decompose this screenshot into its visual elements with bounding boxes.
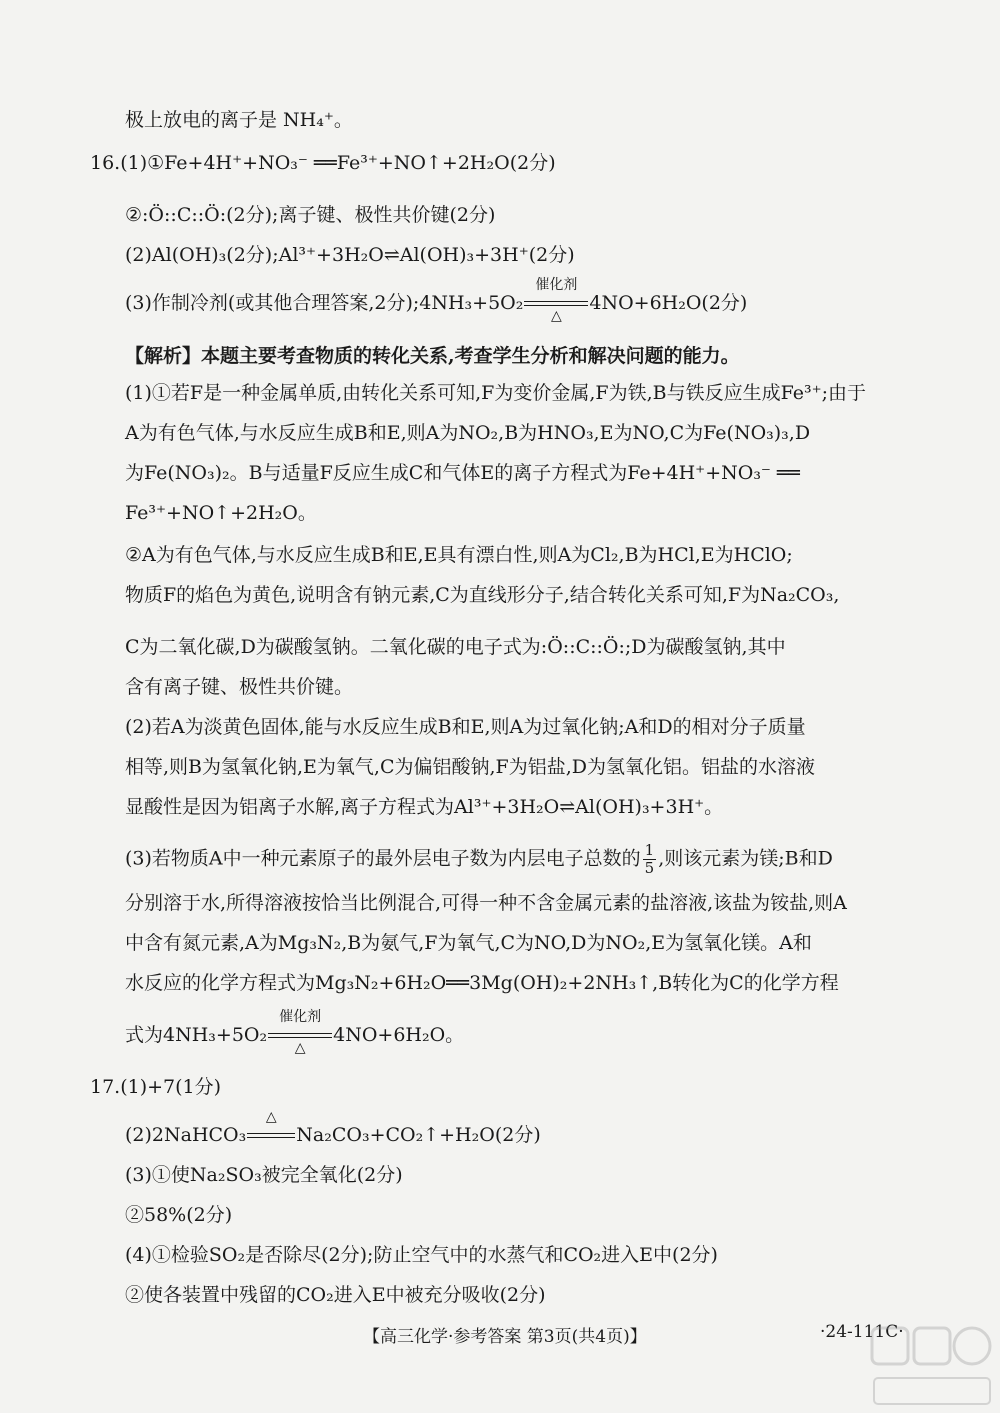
text-line: 为Fe(NO₃)₂。B与适量F反应生成C和气体E的离子方程式为Fe+4H⁺+NO₃⁻ ══ (125, 462, 800, 484)
text-segment: ,则该元素为镁;B和D (658, 847, 833, 870)
footer-code: ·24-111C· (820, 1322, 904, 1342)
text-segment: (3)若物质A中一种元素原子的最外层电子数为内层电子总数的 (125, 847, 641, 870)
text-segment: (2)2NaHCO₃ (125, 1124, 247, 1146)
q17-3-answer: (3)①使Na₂SO₃被完全氧化(2分) (125, 1164, 403, 1186)
reaction-condition-catalyst: 催化剂 △ (268, 1026, 332, 1046)
reaction-condition-catalyst: 催化剂 △ (524, 294, 588, 314)
watermark-icon (868, 1322, 996, 1410)
q17-2-answer (125, 1109, 541, 1148)
text-line: 分别溶于水,所得溶液按恰当比例混合,可得一种不含金属元素的盐溶液,该盐为铵盐,则A (125, 892, 847, 914)
q16-1-equation: 16.(1)①Fe+4H⁺+NO₃⁻ ══Fe³⁺+NO↑+2H₂O(2分) (90, 152, 556, 174)
footer-title: 【高三化学·参考答案 第3页(共4页)】 (363, 1327, 647, 1347)
q16-2-answer: (2)Al(OH)₃(2分);Al³⁺+3H₂O⇌Al(OH)₃+3H⁺(2分) (125, 244, 575, 266)
q17-4-answer: (4)①检验SO₂是否除尽(2分);防止空气中的水蒸气和CO₂进入E中(2分) (125, 1244, 718, 1266)
q17-4-answer-2: ②使各装置中残留的CO₂进入E中被充分吸收(2分) (125, 1284, 546, 1306)
text-line: 物质F的焰色为黄色,说明含有钠元素,C为直线形分子,结合转化关系可知,F为Na₂CO₃, (125, 584, 840, 606)
text-line: 水反应的化学方程式为Mg₃N₂+6H₂O══3Mg(OH)₂+2NH₃↑,B转化为C的化学方程 (125, 972, 839, 994)
text-line-with-condition (125, 1009, 465, 1056)
text-line: 极上放电的离子是 NH₄⁺。 (125, 109, 353, 131)
text-line: ②A为有色气体,与水反应生成B和E,E具有漂白性,则A为Cl₂,B为HCl,E为HClO; (125, 544, 793, 566)
text-segment: 4NO+6H₂O。 (333, 1024, 465, 1046)
text-line: (2)若A为淡黄色固体,能与水反应生成B和E,则A为过氧化钠;A和D的相对分子质量 (125, 716, 806, 738)
text-line-with-fraction (125, 842, 833, 877)
text-line: (1)①若F是一种金属单质,由转化关系可知,F为变价金属,F为铁,B与铁反应生成Fe³⁺;由于 (125, 382, 867, 404)
q16-3-answer (125, 277, 748, 324)
text-line: A为有色气体,与水反应生成B和E,则A为NO₂,B为HNO₃,E为NO,C为Fe(NO₃)₃,D (125, 422, 811, 444)
text-segment: 式为4NH₃+5O₂ (125, 1024, 268, 1046)
text-line: 显酸性是因为铝离子水解,离子方程式为Al³⁺+3H₂O⇌Al(OH)₃+3H⁺。 (125, 796, 724, 818)
q16-3-product: 4NO+6H₂O(2分) (589, 292, 748, 314)
reaction-condition-heat: △ (247, 1126, 295, 1146)
text-line: 含有离子键、极性共价键。 (125, 676, 354, 698)
q16-electron-formula: ②:Ö::C::Ö:(2分);离子键、极性共价键(2分) (125, 204, 496, 226)
analysis-heading: 【解析】本题主要考查物质的转化关系,考查学生分析和解决问题的能力。 (125, 345, 740, 367)
text-line: C为二氧化碳,D为碳酸氢钠。二氧化碳的电子式为:Ö::C::Ö:;D为碳酸氢钠,其中 (125, 636, 786, 658)
q16-3-text: (3)作制冷剂(或其他合理答案,2分);4NH₃+5O₂ (125, 292, 524, 314)
text-line: 相等,则B为氢氧化钠,E为氧气,C为偏铝酸钠,F为铝盐,D为氢氧化铝。铝盐的水溶液 (125, 756, 815, 778)
fraction-one-fifth: $\frac{1}{5}$ (644, 841, 655, 877)
q17-1-answer: 17.(1)+7(1分) (90, 1076, 222, 1098)
text-line: Fe³⁺+NO↑+2H₂O。 (125, 502, 317, 524)
q17-3-percent: ②58%(2分) (125, 1204, 233, 1226)
text-line: 中含有氮元素,A为Mg₃N₂,B为氨气,F为氧气,C为NO,D为NO₂,E为氢氧化镁。A和 (125, 932, 812, 954)
text-segment: Na₂CO₃+CO₂↑+H₂O(2分) (296, 1124, 541, 1146)
